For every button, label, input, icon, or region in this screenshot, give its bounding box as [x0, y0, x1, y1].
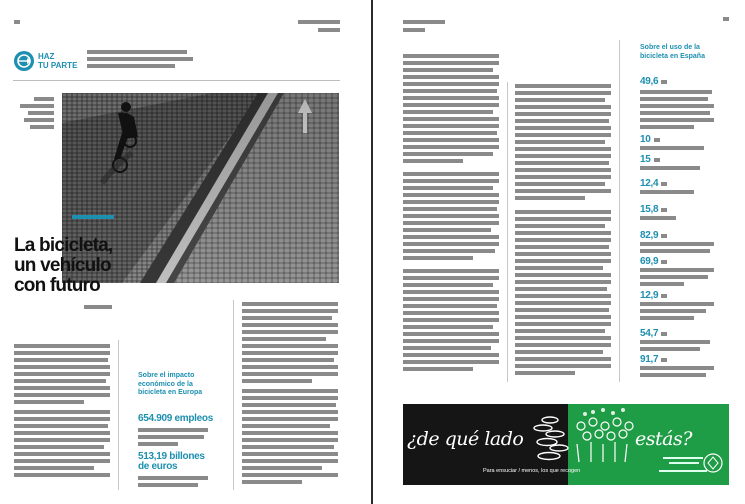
header-bar — [403, 20, 445, 24]
text-line-placeholder — [242, 473, 338, 477]
caption-line — [30, 125, 54, 129]
text-line-placeholder — [403, 103, 499, 107]
text-line-placeholder — [640, 249, 710, 253]
text-line-placeholder — [515, 189, 611, 193]
text-line-placeholder — [515, 168, 611, 172]
text-line-placeholder — [14, 452, 110, 456]
text-line-placeholder — [14, 372, 110, 376]
text-line-placeholder — [403, 117, 499, 121]
text-line-placeholder — [403, 124, 499, 128]
intro-text-line — [87, 50, 187, 54]
text-line-placeholder — [640, 216, 676, 220]
text-line-placeholder — [403, 89, 497, 93]
text-line-placeholder — [242, 480, 302, 484]
text-line-placeholder — [403, 249, 495, 253]
text-line-placeholder — [14, 344, 110, 348]
text-line-placeholder — [515, 231, 611, 235]
text-line-placeholder — [654, 138, 660, 142]
text-line-placeholder — [403, 269, 499, 273]
text-line-placeholder — [515, 364, 611, 368]
text-line-placeholder — [515, 105, 611, 109]
text-line-placeholder — [640, 302, 714, 306]
text-line-placeholder — [640, 373, 706, 377]
text-line-placeholder — [242, 403, 336, 407]
text-line-placeholder — [515, 147, 611, 151]
bicycle-wheel-icon — [13, 50, 35, 72]
text-line-placeholder — [403, 318, 499, 322]
column-divider — [619, 40, 620, 382]
text-line-placeholder — [242, 337, 326, 341]
text-line-placeholder — [14, 438, 110, 442]
text-line-placeholder — [515, 91, 611, 95]
column-divider — [233, 300, 234, 490]
text-line-placeholder — [242, 396, 338, 400]
text-line-placeholder — [242, 323, 338, 327]
text-line-placeholder — [242, 466, 322, 470]
text-line-placeholder — [515, 140, 605, 144]
text-line-placeholder — [661, 294, 667, 298]
text-line-placeholder — [403, 297, 499, 301]
text-line-placeholder — [403, 145, 499, 149]
text-line-placeholder — [138, 435, 204, 439]
text-line-placeholder — [242, 351, 338, 355]
text-line-placeholder — [403, 283, 493, 287]
text-line-placeholder — [515, 119, 609, 123]
text-line-placeholder — [403, 75, 499, 79]
text-line-placeholder — [640, 242, 714, 246]
text-line-placeholder — [242, 431, 338, 435]
text-line-placeholder — [242, 330, 338, 334]
text-line-placeholder — [640, 366, 714, 370]
text-line-placeholder — [14, 473, 110, 477]
ad-slogan-end: estás? — [635, 428, 692, 450]
text-line-placeholder — [403, 68, 493, 72]
text-line-placeholder — [661, 234, 667, 238]
text-line-placeholder — [242, 417, 338, 421]
text-line-placeholder — [14, 351, 110, 355]
text-line-placeholder — [403, 242, 499, 246]
column-divider — [118, 340, 119, 490]
text-line-placeholder — [654, 158, 660, 162]
text-line-placeholder — [242, 424, 330, 428]
stat-value: 15 — [640, 154, 651, 165]
text-line-placeholder — [403, 172, 499, 176]
text-line-placeholder — [640, 347, 700, 351]
text-line-placeholder — [242, 358, 334, 362]
text-line-placeholder — [661, 208, 667, 212]
text-line-placeholder — [640, 316, 694, 320]
text-line-placeholder — [403, 193, 499, 197]
text-line-placeholder — [403, 367, 473, 371]
text-line-placeholder — [640, 146, 704, 150]
text-line-placeholder — [403, 82, 499, 86]
caption-line — [28, 111, 54, 115]
stat-jobs: 654.909 empleos — [138, 413, 213, 424]
text-line-placeholder — [515, 175, 611, 179]
caption-line — [34, 97, 54, 101]
text-line-placeholder — [515, 350, 603, 354]
text-line-placeholder — [640, 104, 714, 108]
text-line-placeholder — [515, 287, 607, 291]
text-line-placeholder — [242, 365, 338, 369]
text-line-placeholder — [403, 228, 491, 232]
text-line-placeholder — [403, 235, 499, 239]
text-line-placeholder — [515, 329, 605, 333]
text-line-placeholder — [515, 126, 611, 130]
section-rule — [13, 80, 340, 81]
stat-value: 10 — [640, 134, 651, 145]
ad-footer-text: Para ensuciar / menos, los que recogen — [483, 468, 581, 474]
text-line-placeholder — [242, 344, 338, 348]
text-line-placeholder — [14, 400, 84, 404]
left-page — [0, 0, 371, 504]
text-line-placeholder — [515, 357, 611, 361]
text-line-placeholder — [403, 207, 497, 211]
text-line-placeholder — [403, 152, 493, 156]
stat-value: 82,9 — [640, 230, 659, 241]
text-line-placeholder — [403, 339, 499, 343]
text-line-placeholder — [14, 386, 110, 390]
text-line-placeholder — [640, 111, 710, 115]
text-line-placeholder — [515, 308, 609, 312]
text-line-placeholder — [403, 332, 499, 336]
text-line-placeholder — [14, 431, 110, 435]
text-line-placeholder — [242, 389, 338, 393]
text-line-placeholder — [515, 252, 611, 256]
caption-line — [20, 104, 54, 108]
text-line-placeholder — [403, 353, 499, 357]
text-line-placeholder — [403, 96, 499, 100]
text-line-placeholder — [138, 476, 208, 480]
stat-value: 91,7 — [640, 354, 659, 365]
text-line-placeholder — [640, 282, 684, 286]
text-line-placeholder — [661, 260, 667, 264]
text-line-placeholder — [515, 301, 611, 305]
text-line-placeholder — [403, 186, 493, 190]
intro-text-line — [87, 64, 175, 68]
stat-value: 15,8 — [640, 204, 659, 215]
text-line-placeholder — [640, 190, 694, 194]
text-line-placeholder — [242, 410, 338, 414]
text-line-placeholder — [515, 259, 611, 263]
text-line-placeholder — [515, 336, 611, 340]
stat-value: 69,9 — [640, 256, 659, 267]
text-line-placeholder — [515, 182, 605, 186]
text-line-placeholder — [14, 379, 106, 383]
text-line-placeholder — [403, 54, 499, 58]
stat-value: 12,9 — [640, 290, 659, 301]
text-line-placeholder — [403, 325, 493, 329]
text-line-placeholder — [661, 358, 667, 362]
text-line-placeholder — [640, 90, 712, 94]
text-line-placeholder — [640, 268, 714, 272]
text-line-placeholder — [515, 217, 611, 221]
text-line-placeholder — [242, 372, 338, 376]
text-line-placeholder — [661, 332, 667, 336]
text-line-placeholder — [403, 159, 463, 163]
text-line-placeholder — [640, 118, 714, 122]
byline — [84, 305, 112, 309]
text-line-placeholder — [242, 445, 334, 449]
text-line-placeholder — [403, 311, 499, 315]
text-line-placeholder — [515, 238, 611, 242]
text-line-placeholder — [403, 256, 473, 260]
text-line-placeholder — [14, 417, 110, 421]
ad-slogan-start: ¿de qué lado — [407, 428, 524, 450]
folio-mark — [723, 17, 729, 21]
text-line-placeholder — [515, 133, 611, 137]
text-line-placeholder — [515, 84, 611, 88]
text-line-placeholder — [14, 358, 108, 362]
text-line-placeholder — [14, 410, 110, 414]
text-line-placeholder — [515, 196, 585, 200]
stat-value: 54,7 — [640, 328, 659, 339]
text-line-placeholder — [403, 290, 499, 294]
intro-text-line — [87, 57, 193, 61]
text-line-placeholder — [515, 210, 611, 214]
text-line-placeholder — [138, 442, 178, 446]
text-line-placeholder — [515, 112, 611, 116]
text-line-placeholder — [640, 340, 710, 344]
text-line-placeholder — [515, 315, 611, 319]
text-line-placeholder — [403, 304, 497, 308]
text-line-placeholder — [14, 459, 110, 463]
text-line-placeholder — [515, 273, 611, 277]
text-line-placeholder — [661, 80, 667, 84]
sidebar-title: Sobre el impacto económico de la bicicleta en Europa — [138, 372, 203, 396]
text-line-placeholder — [14, 393, 110, 397]
text-line-placeholder — [14, 445, 104, 449]
text-line-placeholder — [403, 276, 499, 280]
text-line-placeholder — [515, 266, 603, 270]
column-divider — [507, 82, 508, 382]
folio-mark — [14, 20, 20, 24]
text-line-placeholder — [14, 424, 108, 428]
text-line-placeholder — [640, 125, 694, 129]
text-line-placeholder — [138, 483, 198, 487]
text-line-placeholder — [14, 365, 110, 369]
headline-kicker — [72, 215, 114, 219]
text-line-placeholder — [14, 466, 94, 470]
text-line-placeholder — [403, 61, 499, 65]
text-line-placeholder — [242, 459, 338, 463]
text-line-placeholder — [515, 98, 605, 102]
text-line-placeholder — [661, 182, 667, 186]
stat-billions: 513,19 billones de euros — [138, 451, 205, 472]
text-line-placeholder — [515, 280, 611, 284]
text-line-placeholder — [515, 161, 609, 165]
text-line-placeholder — [242, 438, 338, 442]
text-line-placeholder — [403, 110, 493, 114]
text-line-placeholder — [242, 302, 338, 306]
section-logo — [13, 50, 83, 74]
text-line-placeholder — [515, 371, 575, 375]
stat-value: 12,4 — [640, 178, 659, 189]
section-logo-text: HAZ TU PARTE — [38, 52, 78, 70]
text-line-placeholder — [515, 322, 611, 326]
text-line-placeholder — [403, 179, 499, 183]
text-line-placeholder — [242, 309, 338, 313]
text-line-placeholder — [403, 221, 499, 225]
text-line-placeholder — [640, 309, 706, 313]
text-line-placeholder — [515, 245, 609, 249]
text-line-placeholder — [403, 214, 499, 218]
text-line-placeholder — [242, 379, 312, 383]
text-line-placeholder — [403, 360, 499, 364]
advertisement-banner[interactable] — [403, 404, 729, 485]
text-line-placeholder — [403, 200, 499, 204]
article-headline: La bicicleta, un vehículo con futuro — [14, 235, 113, 296]
sidebar-title: Sobre el uso de la bicicleta en España — [640, 44, 705, 60]
text-line-placeholder — [242, 316, 332, 320]
text-line-placeholder — [640, 166, 700, 170]
text-line-placeholder — [403, 138, 499, 142]
right-page — [373, 0, 745, 504]
text-line-placeholder — [403, 346, 491, 350]
text-line-placeholder — [403, 131, 497, 135]
header-bar — [403, 28, 425, 32]
text-line-placeholder — [515, 294, 611, 298]
text-line-placeholder — [640, 275, 708, 279]
caption-line — [24, 118, 54, 122]
header-bar — [298, 20, 340, 24]
text-line-placeholder — [242, 452, 338, 456]
text-line-placeholder — [640, 97, 708, 101]
text-line-placeholder — [515, 343, 611, 347]
text-line-placeholder — [138, 428, 208, 432]
text-line-placeholder — [515, 154, 611, 158]
header-bar — [318, 28, 340, 32]
stat-value: 49,6 — [640, 76, 659, 87]
text-line-placeholder — [515, 224, 605, 228]
